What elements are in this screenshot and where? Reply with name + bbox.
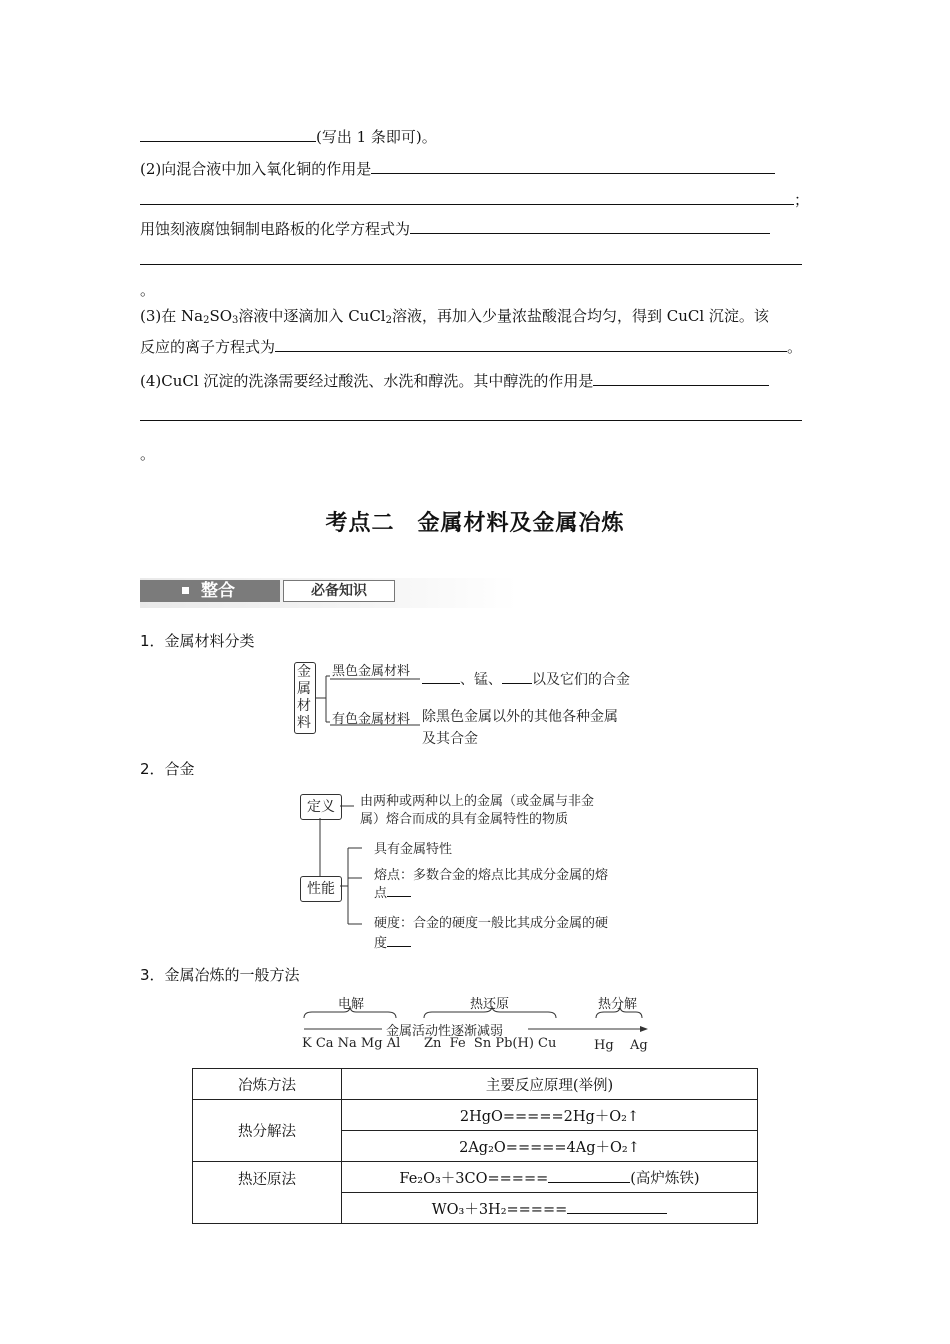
property-3-line1: 硬度：合金的硬度一般比其成分金属的硬	[374, 916, 609, 931]
root-char: 金	[297, 664, 311, 680]
table-row	[193, 1162, 758, 1193]
metals-group-1: K Ca Na Mg Al	[302, 1036, 401, 1051]
answer-blank[interactable]	[567, 1198, 667, 1214]
q4-period: 。	[140, 445, 156, 463]
root-char: 材	[297, 698, 311, 714]
q2-equation-prompt: 用蚀刻液腐蚀铜制电路板的化学方程式为	[140, 220, 411, 238]
root-char: 料	[297, 715, 311, 731]
property-box: 性能	[300, 876, 342, 902]
black-metal-text: 、锰、 以及它们的合金	[422, 668, 630, 689]
property-2-line2: 点	[374, 882, 411, 901]
group-thermal-reduction: 热还原	[470, 997, 510, 1012]
s3-heading: 3．金属冶炼的一般方法	[140, 966, 300, 984]
q3-line1: (3)在 $Na_2SO_3$溶液中逐滴加入 CuCl$_2$溶液，再加入少量浓盐酸混合均匀，得到 CuCl 沉淀。该	[140, 307, 769, 326]
definition-text-1: 由两种或两种以上的金属（或金属与非金	[360, 794, 595, 809]
smelting-table	[192, 1068, 758, 1224]
answer-blank[interactable]	[387, 934, 411, 947]
metal-ag: Ag	[630, 1038, 648, 1053]
q3-line2: 反应的离子方程式为 。	[140, 338, 803, 356]
color-metal-label: 有色金属材料	[332, 712, 411, 727]
root-char: 属	[297, 681, 311, 697]
q3-prompt: 反应的离子方程式为	[140, 338, 276, 356]
activity-arrow-label: 金属活动性逐渐减弱	[386, 1024, 504, 1039]
q1-tail: (写出 1 条即可)。	[316, 128, 437, 146]
definition-box: 定义	[300, 794, 342, 820]
property-2-line1: 熔点：多数合金的熔点比其成分金属的熔	[374, 868, 609, 883]
banner-light: 必备知识	[283, 580, 395, 602]
reaction-wo3: WO₃＋3H₂=====	[342, 1193, 758, 1224]
group-thermal-decomposition: 热分解	[598, 997, 638, 1012]
definition-text-2: 属）熔合而成的具有金属特性的物质	[360, 812, 569, 827]
header-principle: 主要反应原理(举例)	[342, 1069, 758, 1100]
answer-blank[interactable]	[422, 668, 460, 684]
reaction-fe2o3: Fe₂O₃＋3CO===== (高炉炼铁)	[342, 1162, 758, 1193]
color-metal-text-1: 除黑色金属以外的其他各种金属	[422, 709, 618, 725]
answer-blank[interactable]	[502, 668, 532, 684]
header-method: 冶炼方法	[193, 1069, 342, 1100]
reaction-ag2o: 2Ag₂O=====4Ag＋O₂↑	[342, 1131, 758, 1162]
black-metal-label: 黑色金属材料	[332, 664, 411, 679]
table-row	[193, 1069, 758, 1100]
section-title: 考点二 金属材料及金属冶炼	[325, 511, 625, 536]
q2-prompt: (2)向混合液中加入氧化铜的作用是	[140, 160, 372, 178]
color-metal-text-2: 及其合金	[422, 731, 478, 747]
s2-heading: 2．合金	[140, 760, 195, 778]
metals-group-2: Zn Fe Sn Pb(H) Cu	[424, 1036, 557, 1051]
reaction-hgo: 2HgO=====2Hg＋O₂↑	[342, 1100, 758, 1131]
method-thermal-reduction: 热还原法	[193, 1162, 342, 1224]
table-row	[193, 1100, 758, 1131]
q4-prompt: (4)CuCl 沉淀的洗涤需要经过酸洗、水洗和醇洗。其中醇洗的作用是	[140, 372, 594, 390]
q2-semicolon: ；	[794, 191, 810, 209]
s1-heading: 1．金属材料分类	[140, 632, 255, 650]
q2-period: 。	[140, 281, 156, 299]
group-electrolysis: 电解	[338, 997, 365, 1012]
property-1: 具有金属特性	[374, 842, 453, 857]
answer-blank[interactable]	[387, 884, 411, 897]
metal-hg: Hg	[594, 1038, 614, 1053]
property-3-line2: 度	[374, 932, 411, 951]
answer-blank[interactable]	[548, 1167, 630, 1183]
method-thermal-decomposition: 热分解法	[193, 1100, 342, 1162]
banner-dark: 整合	[140, 580, 280, 602]
